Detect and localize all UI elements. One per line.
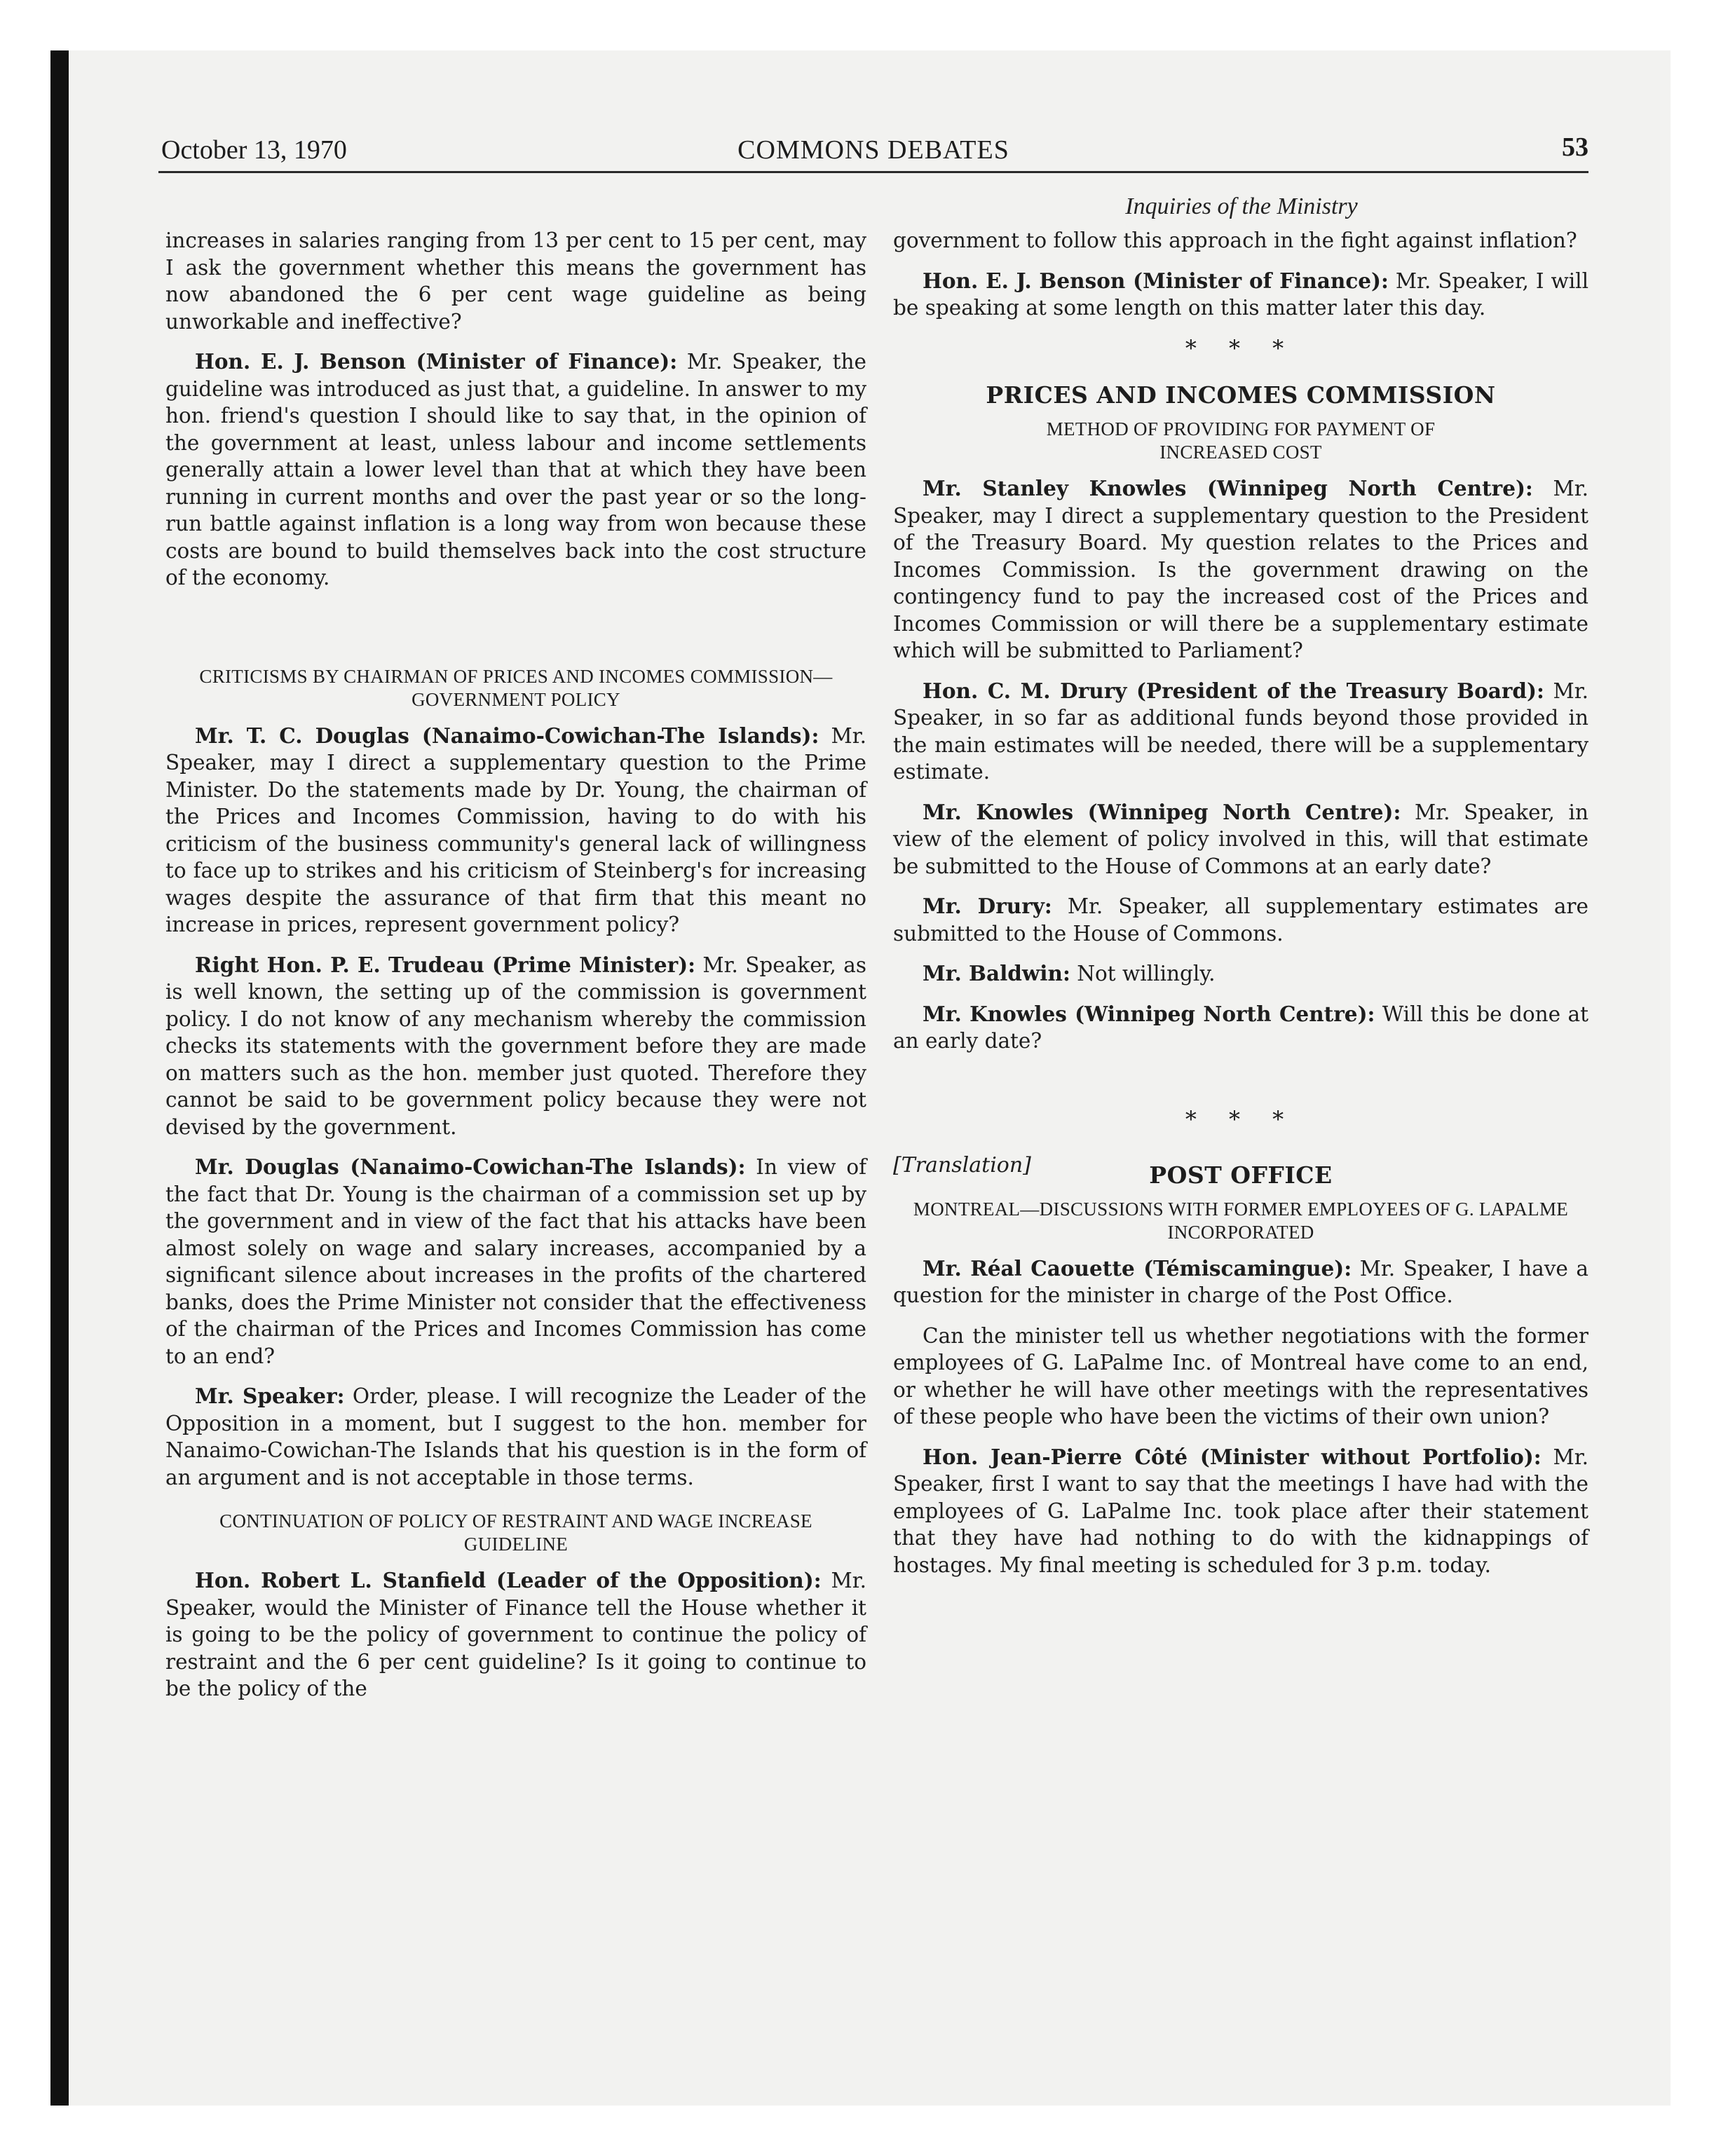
paragraph	[165, 1154, 866, 1370]
section-subheading: CONTINUATION OF POLICY OF RESTRAINT AND WAGE INCREASE GUIDELINE	[219, 1510, 812, 1555]
speech-text: Mr. Speaker, I will be speaking at some length on this matter later this day.	[893, 268, 1589, 320]
section-subheading: CRITICISMS BY CHAIRMAN OF PRICES AND INCOMES COMMISSION—GOVERNMENT POLICY	[199, 665, 833, 710]
paragraph	[165, 1383, 866, 1491]
paragraph	[165, 723, 866, 939]
header-publication: COMMONS DEBATES	[737, 135, 1009, 165]
speaker-name: Mr. Knowles (Winnipeg North Centre):	[923, 1001, 1375, 1026]
speaker-name: Mr. Baldwin:	[923, 961, 1070, 985]
running-head: Inquiries of the Ministry	[1125, 193, 1358, 219]
speech-text: Mr. Speaker, all supplementary estimates are submitted to the House of Commons.	[893, 894, 1588, 946]
paragraph	[165, 348, 866, 592]
paragraph	[893, 678, 1588, 786]
section-subheading: MONTREAL—DISCUSSIONS WITH FORMER EMPLOYEES OF G. LAPALME INCORPORATED	[913, 1198, 1569, 1243]
speaker-name: Mr. Douglas (Nanaimo-Cowichan-The Islands):	[195, 1154, 746, 1179]
speech-text: In view of the fact that Dr. Young is the chairman of a commission set up by the government and in view of the fact that his attacks have been almost solely on wage and salary increases, accompanied by a significant silence about increases in the profits of the chartered banks, does the Prime Minister not consider that the effectiveness of the chairman of the Prices and Incomes Commission has come to an end?	[165, 1155, 866, 1368]
speaker-name: Hon. Jean-Pierre Côté (Minister without Portfolio):	[923, 1444, 1542, 1469]
paragraph: increases in salaries ranging from 13 per cent to 15 per cent, may I ask the government whether this means the government has now abandoned the 6 per cent wage guideline as being unworkable and ineffective?	[165, 228, 866, 334]
paragraph	[893, 268, 1588, 322]
speech-text: Mr. Speaker, in view of the element of policy involved in this, will that estimate be submitted to the House of Commons at an early date?	[893, 800, 1588, 878]
section-heading: PRICES AND INCOMES COMMISSION	[986, 381, 1496, 409]
speaker-name: Mr. Speaker:	[195, 1384, 345, 1408]
section-separator: * * *	[1185, 334, 1297, 362]
page-header	[158, 132, 1588, 173]
speech-text: Mr. Speaker, the guideline was introduced as just that, a guideline. In answer to my hon. friend's question I should like to say that, in the opinion of the government at least, unless labour and income settlements generally attain a lower level than that at which they have been running in current months and over the past year or so the long-run battle against inflation is a long way from won because these costs are bound to build themselves back into the cost structure of the economy.	[165, 350, 866, 589]
speech-text: Mr. Speaker, may I direct a supplementary question to the President of the Treasury Board. My question relates to the Prices and Incomes Commission. Is the government drawing on the contingency fund to pay the increased cost of the Prices and Incomes Commission or will there be a supplementary estimate which will be submitted to Parliament?	[893, 477, 1588, 662]
paragraph	[893, 1001, 1588, 1055]
section-subheading: METHOD OF PROVIDING FOR PAYMENT OF INCREASED COST	[1046, 418, 1436, 463]
page-number: 53	[1562, 132, 1588, 162]
speech-text: Mr. Speaker, as is well known, the setting up of the commission is government policy. I do not know of any mechanism whereby the commission checks its statements with the government before they are made on matters such as the hon. member just quoted. Therefore they cannot be said to be government policy because they were not devised by the government.	[165, 953, 866, 1139]
speaker-name: Mr. Drury:	[923, 894, 1052, 918]
speech-text: Mr. Speaker, in so far as additional funds beyond those provided in the main estimates will be needed, there will be a supplementary estimate.	[893, 678, 1588, 784]
paragraph	[893, 960, 1588, 988]
paragraph	[893, 1444, 1588, 1579]
section-heading: POST OFFICE	[1149, 1161, 1333, 1189]
speaker-name: Hon. Robert L. Stanfield (Leader of the Opposition):	[195, 1568, 822, 1592]
left-column	[165, 227, 866, 1716]
speech-text: Order, please. I will recognize the Leader of the Opposition in a moment, but I suggest to the hon. member for Nanaimo-Cowichan-The Islands that his question is in the form of an argument and is not acceptable in those terms.	[165, 1384, 866, 1489]
speaker-name: Mr. Réal Caouette (Témiscamingue):	[923, 1255, 1352, 1281]
speaker-name: Mr. T. C. Douglas (Nanaimo-Cowichan-The Islands):	[195, 723, 819, 748]
paragraph: Can the minister tell us whether negotiations with the former employees of G. LaPalme Inc. of Montreal have come to an end, or whether he will have other meetings with the representatives of these people who have been the victims of their own union?	[893, 1323, 1588, 1428]
speaker-name: Right Hon. P. E. Trudeau (Prime Minister):	[195, 952, 696, 977]
translation-marker: [Translation]	[893, 1153, 1031, 1178]
speaker-name: Hon. E. J. Benson (Minister of Finance):	[195, 349, 678, 374]
speech-text: Will this be done at an early date?	[893, 1002, 1588, 1053]
paragraph: government to follow this approach in the fight against inflation?	[893, 228, 1577, 252]
header-date: October 13, 1970	[161, 135, 347, 165]
speaker-name: Mr. Stanley Knowles (Winnipeg North Centre):	[923, 476, 1533, 500]
paragraph	[893, 475, 1588, 664]
speaker-name: Mr. Knowles (Winnipeg North Centre):	[923, 799, 1401, 824]
speech-text: Mr. Speaker, may I direct a supplementary question to the Prime Minister. Do the statements made by Dr. Young, the chairman of the Prices and Incomes Commission, having to do with his criticism of the business community's general lack of willingness to face up to strikes and his criticism of Steinberg's for increasing wages despite the assurance of that firm that this meant no increase in prices, represent government policy?	[165, 723, 866, 936]
speech-text: Mr. Speaker, would the Minister of Finance tell the House whether it is going to be the policy of government to continue the policy of restraint and the 6 per cent guideline? Is it going to continue to be the policy of the	[165, 1569, 866, 1700]
paragraph	[893, 799, 1588, 880]
speaker-name: Hon. E. J. Benson (Minister of Finance):	[923, 268, 1389, 293]
speech-text: Mr. Speaker, I have a question for the minister in charge of the Post Office.	[893, 1256, 1588, 1307]
right-column	[893, 227, 1588, 1592]
speaker-name: Hon. C. M. Drury (President of the Treasury Board):	[923, 678, 1544, 703]
paragraph	[165, 1567, 866, 1703]
speech-text: Not willingly.	[1070, 962, 1216, 985]
paragraph	[893, 893, 1588, 947]
paragraph	[165, 952, 866, 1141]
paragraph	[893, 1255, 1588, 1309]
scan-edge-shadow	[50, 50, 69, 2106]
speech-text: Mr. Speaker, first I want to say that the meetings I have had with the employees of G. LaPalme Inc. took place after their statement that they have had nothing to do with the kidnappings of hostages. My final meeting is scheduled for 3 p.m. today.	[893, 1445, 1588, 1577]
section-separator: * * *	[1185, 1105, 1297, 1133]
